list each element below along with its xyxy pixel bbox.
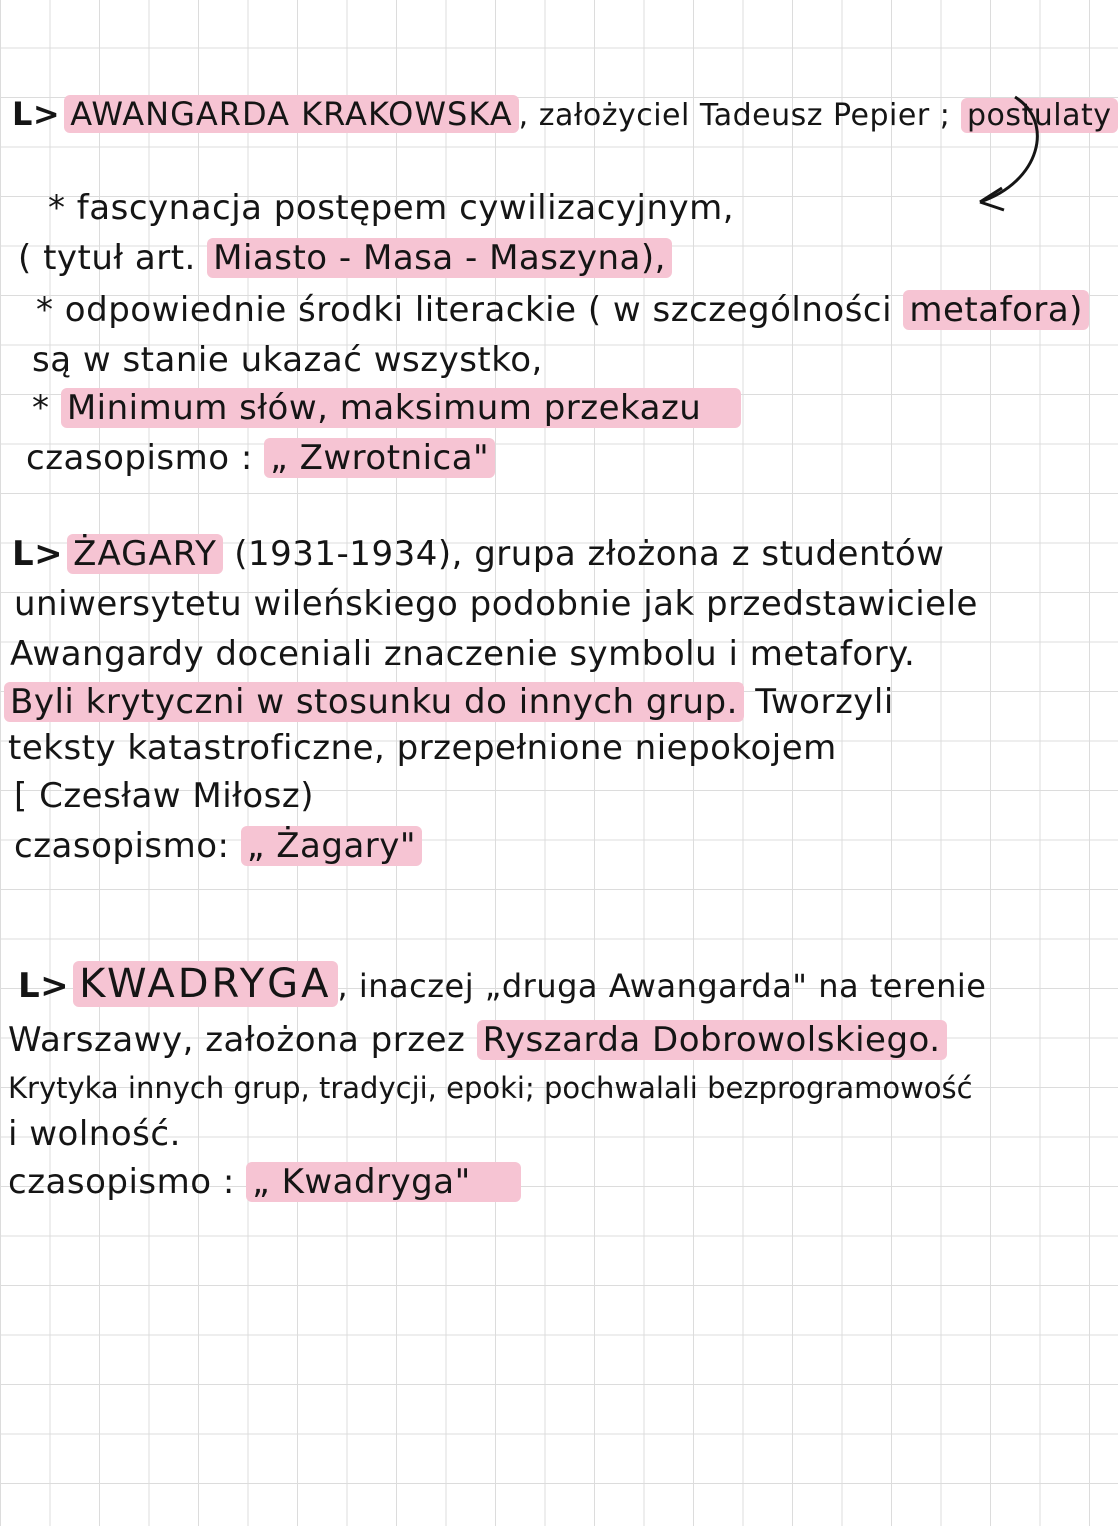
magazine-label: czasopismo : bbox=[8, 1162, 235, 1202]
magazine-line bbox=[14, 824, 422, 868]
section-heading: AWANGARDA KRAKOWSKA bbox=[64, 95, 518, 133]
text-fragment: Tworzyli bbox=[755, 682, 894, 722]
section-heading: KWADRYGA bbox=[73, 961, 337, 1007]
arrow-marker-icon: L> bbox=[12, 95, 61, 133]
postulates-label: postulaty bbox=[961, 98, 1118, 133]
magazine-label: czasopismo: bbox=[14, 826, 230, 866]
bullet-star: * bbox=[32, 388, 61, 428]
heading-rest: , inaczej „druga Awangarda" na terenie bbox=[337, 967, 987, 1005]
kwadryga-heading-line bbox=[18, 962, 986, 1008]
bullet-line: * fascynacja postępem cywilizacyjnym, bbox=[48, 188, 735, 228]
text-line bbox=[4, 680, 894, 724]
text-fragment: ( tytuł art. bbox=[18, 238, 196, 278]
text-line bbox=[8, 1018, 947, 1062]
magazine-label: czasopismo : bbox=[26, 438, 253, 478]
highlight-critical: Byli krytyczni w stosunku do innych grup. bbox=[4, 682, 744, 722]
text-line bbox=[32, 386, 741, 430]
text-line: i wolność. bbox=[8, 1114, 181, 1154]
highlight-founder: Ryszarda Dobrowolskiego. bbox=[477, 1020, 947, 1060]
text-line bbox=[18, 236, 672, 280]
arrow-marker-icon: L> bbox=[18, 966, 70, 1006]
magazine-line bbox=[26, 436, 495, 480]
magazine-value: „ Żagary" bbox=[241, 826, 422, 866]
text-fragment: Warszawy, założona przez bbox=[8, 1020, 466, 1060]
text-line: teksty katastroficzne, przepełnione niepokojem bbox=[8, 728, 837, 768]
text-fragment: * odpowiednie środki literackie ( w szczególności bbox=[36, 290, 893, 330]
heading-rest: (1931-1934), grupa złożona z studentów bbox=[234, 534, 945, 574]
text-line bbox=[36, 288, 1089, 332]
highlight-title: Miasto - Masa - Maszyna), bbox=[207, 238, 672, 278]
text-line: [ Czesław Miłosz) bbox=[14, 776, 314, 816]
magazine-value: „ Kwadryga" bbox=[246, 1162, 521, 1202]
section-heading: ŻAGARY bbox=[67, 534, 223, 574]
zagary-heading-line bbox=[12, 532, 944, 576]
text-line: Krytyka innych grup, tradycji, epoki; pochwalali bezprogramowość bbox=[8, 1071, 973, 1105]
highlight-metaphor: metafora) bbox=[903, 290, 1089, 330]
arrow-marker-icon: L> bbox=[12, 534, 64, 574]
text-line: uniwersytetu wileńskiego podobnie jak przedstawiciele bbox=[14, 584, 978, 624]
curved-arrow-icon bbox=[960, 92, 1050, 222]
heading-rest: , założyciel Tadeusz Pepier ; bbox=[518, 98, 951, 133]
text-line: są w stanie ukazać wszystko, bbox=[32, 340, 543, 380]
awangarda-heading-line bbox=[12, 92, 1118, 138]
text-line: Awangardy doceniali znaczenie symbolu i metafory. bbox=[10, 634, 916, 674]
highlight-minimum: Minimum słów, maksimum przekazu bbox=[61, 388, 742, 428]
magazine-line bbox=[8, 1160, 521, 1204]
magazine-value: „ Zwrotnica" bbox=[264, 438, 495, 478]
